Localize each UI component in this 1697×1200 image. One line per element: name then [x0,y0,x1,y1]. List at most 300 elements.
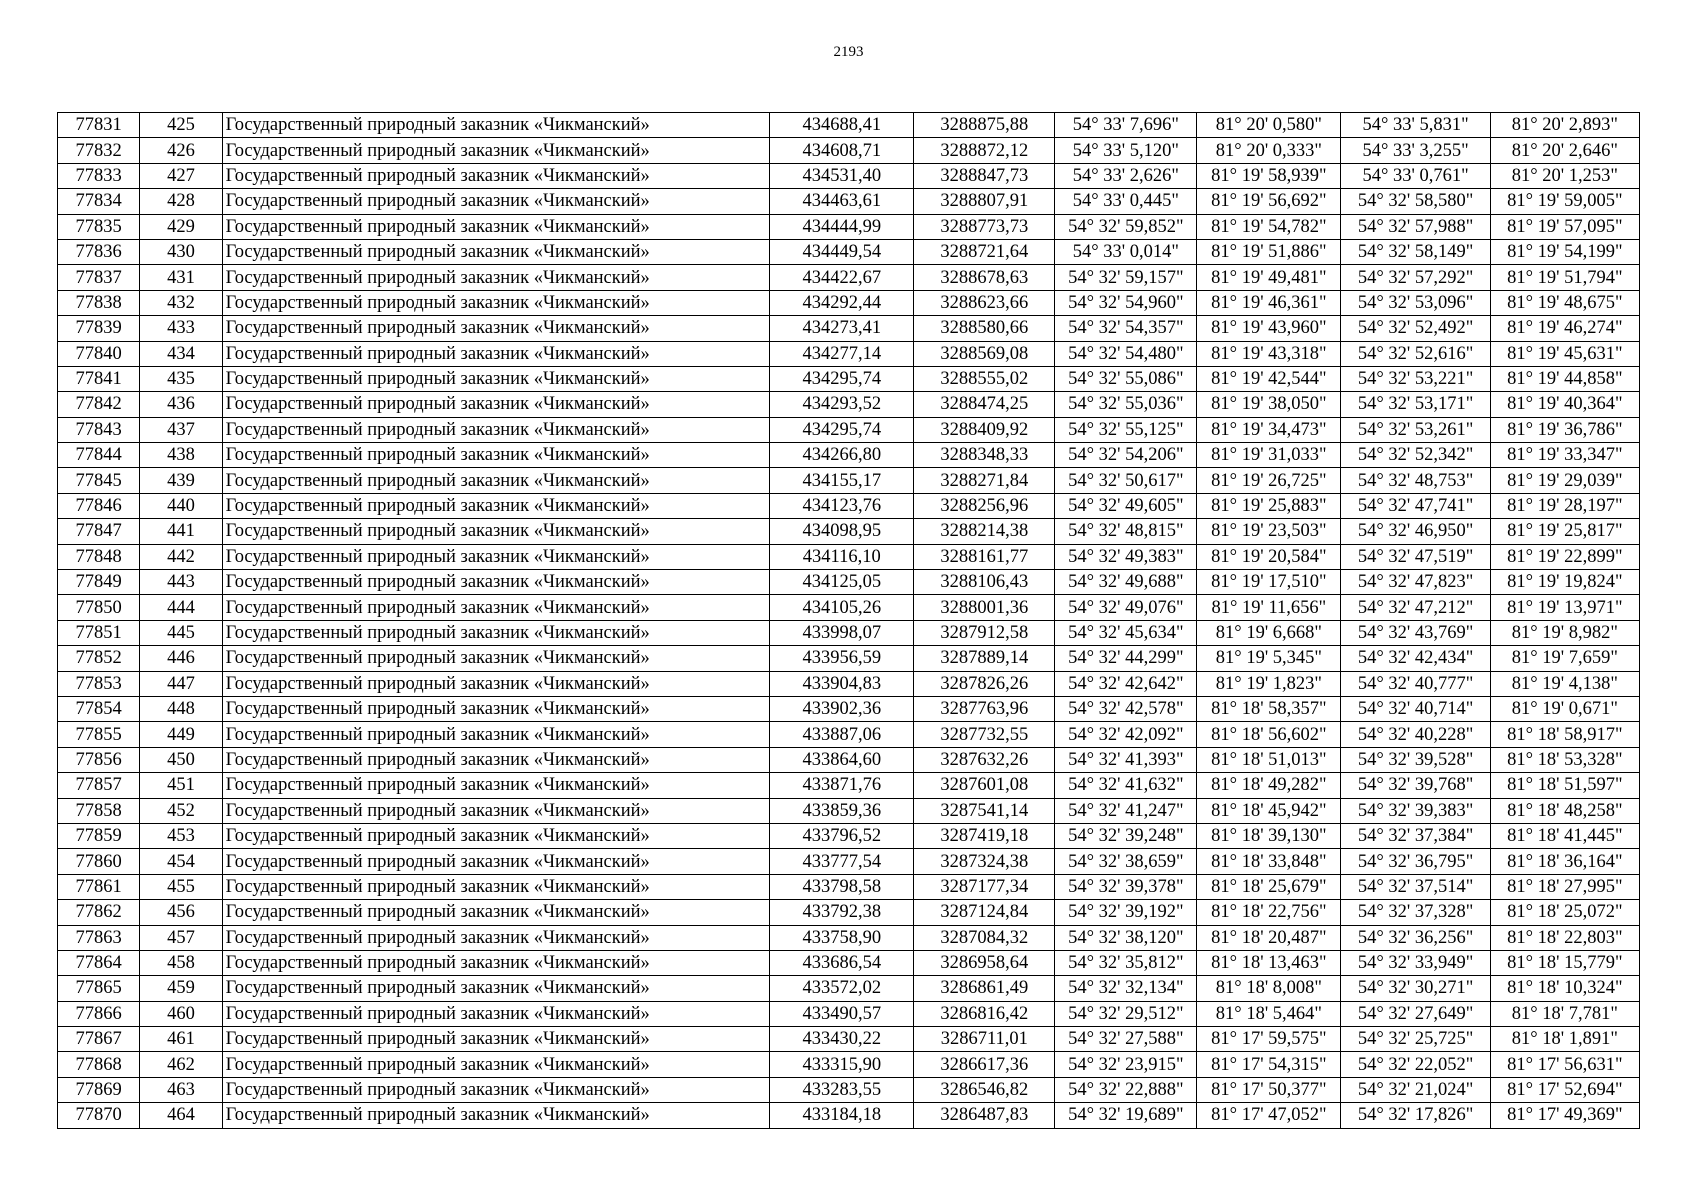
y-coordinate-cell: 3288256,96 [914,493,1055,518]
longitude-1-cell: 81° 18' 5,464" [1197,1001,1341,1026]
x-coordinate-cell: 434688,41 [770,113,914,138]
point-number-cell: 425 [140,113,222,138]
longitude-2-cell: 81° 20' 2,893" [1490,113,1639,138]
table-row [58,138,1640,163]
longitude-1-cell: 81° 17' 54,315" [1197,1052,1341,1077]
latitude-2-cell: 54° 32' 52,492" [1341,316,1490,341]
latitude-1-cell: 54° 32' 27,588" [1055,1027,1197,1052]
table-row [58,265,1640,290]
latitude-1-cell: 54° 32' 39,378" [1055,874,1197,899]
name-cell: Государственный природный заказник «Чикманский» [222,519,770,544]
latitude-1-cell: 54° 32' 41,393" [1055,747,1197,772]
table-row [58,950,1640,975]
table-row [58,696,1640,721]
latitude-1-cell: 54° 32' 54,206" [1055,443,1197,468]
name-cell: Государственный природный заказник «Чикманский» [222,950,770,975]
longitude-2-cell: 81° 19' 25,817" [1490,519,1639,544]
name-cell: Государственный природный заказник «Чикманский» [222,925,770,950]
point-number-cell: 443 [140,570,222,595]
table-row [58,214,1640,239]
x-coordinate-cell: 434463,61 [770,189,914,214]
y-coordinate-cell: 3287632,26 [914,747,1055,772]
table-row [58,113,1640,138]
record-id-cell: 77850 [58,595,140,620]
name-cell: Государственный природный заказник «Чикманский» [222,595,770,620]
name-cell: Государственный природный заказник «Чикманский» [222,874,770,899]
latitude-1-cell: 54° 32' 59,157" [1055,265,1197,290]
latitude-1-cell: 54° 32' 48,815" [1055,519,1197,544]
point-number-cell: 441 [140,519,222,544]
x-coordinate-cell: 433792,38 [770,900,914,925]
x-coordinate-cell: 434449,54 [770,239,914,264]
longitude-2-cell: 81° 19' 51,794" [1490,265,1639,290]
point-number-cell: 445 [140,620,222,645]
longitude-2-cell: 81° 18' 7,781" [1490,1001,1639,1026]
longitude-2-cell: 81° 19' 45,631" [1490,341,1639,366]
latitude-1-cell: 54° 32' 39,248" [1055,823,1197,848]
record-id-cell: 77859 [58,823,140,848]
name-cell: Государственный природный заказник «Чикманский» [222,392,770,417]
x-coordinate-cell: 434295,74 [770,366,914,391]
name-cell: Государственный природный заказник «Чикманский» [222,443,770,468]
x-coordinate-cell: 433777,54 [770,849,914,874]
name-cell: Государственный природный заказник «Чикманский» [222,696,770,721]
point-number-cell: 462 [140,1052,222,1077]
x-coordinate-cell: 434266,80 [770,443,914,468]
name-cell: Государственный природный заказник «Чикманский» [222,341,770,366]
record-id-cell: 77860 [58,849,140,874]
x-coordinate-cell: 433283,55 [770,1077,914,1102]
table-row [58,620,1640,645]
longitude-2-cell: 81° 18' 22,803" [1490,925,1639,950]
longitude-2-cell: 81° 18' 36,164" [1490,849,1639,874]
name-cell: Государственный природный заказник «Чикманский» [222,113,770,138]
record-id-cell: 77839 [58,316,140,341]
y-coordinate-cell: 3288678,63 [914,265,1055,290]
longitude-1-cell: 81° 19' 43,960" [1197,316,1341,341]
table-row [58,595,1640,620]
longitude-1-cell: 81° 18' 51,013" [1197,747,1341,772]
point-number-cell: 457 [140,925,222,950]
record-id-cell: 77838 [58,290,140,315]
y-coordinate-cell: 3288271,84 [914,468,1055,493]
x-coordinate-cell: 434277,14 [770,341,914,366]
table-row [58,747,1640,772]
latitude-2-cell: 54° 32' 39,528" [1341,747,1490,772]
x-coordinate-cell: 433887,06 [770,722,914,747]
longitude-1-cell: 81° 18' 49,282" [1197,773,1341,798]
longitude-1-cell: 81° 18' 13,463" [1197,950,1341,975]
table-row [58,849,1640,874]
point-number-cell: 436 [140,392,222,417]
y-coordinate-cell: 3288721,64 [914,239,1055,264]
record-id-cell: 77846 [58,493,140,518]
x-coordinate-cell: 433998,07 [770,620,914,645]
longitude-1-cell: 81° 18' 39,130" [1197,823,1341,848]
name-cell: Государственный природный заказник «Чикманский» [222,722,770,747]
record-id-cell: 77833 [58,163,140,188]
table-row [58,1103,1640,1128]
table-row [58,443,1640,468]
name-cell: Государственный природный заказник «Чикманский» [222,138,770,163]
y-coordinate-cell: 3287324,38 [914,849,1055,874]
latitude-2-cell: 54° 33' 0,761" [1341,163,1490,188]
x-coordinate-cell: 433871,76 [770,773,914,798]
latitude-1-cell: 54° 32' 54,357" [1055,316,1197,341]
table-body [58,113,1640,1129]
latitude-2-cell: 54° 32' 43,769" [1341,620,1490,645]
table-row [58,189,1640,214]
table-row [58,925,1640,950]
latitude-1-cell: 54° 32' 23,915" [1055,1052,1197,1077]
name-cell: Государственный природный заказник «Чикманский» [222,189,770,214]
latitude-1-cell: 54° 32' 55,125" [1055,417,1197,442]
longitude-1-cell: 81° 17' 50,377" [1197,1077,1341,1102]
latitude-2-cell: 54° 32' 52,616" [1341,341,1490,366]
longitude-1-cell: 81° 18' 8,008" [1197,976,1341,1001]
point-number-cell: 439 [140,468,222,493]
latitude-2-cell: 54° 32' 53,171" [1341,392,1490,417]
y-coordinate-cell: 3287763,96 [914,696,1055,721]
latitude-1-cell: 54° 32' 42,642" [1055,671,1197,696]
longitude-2-cell: 81° 19' 33,347" [1490,443,1639,468]
latitude-2-cell: 54° 32' 58,580" [1341,189,1490,214]
table-row [58,976,1640,1001]
point-number-cell: 426 [140,138,222,163]
y-coordinate-cell: 3287889,14 [914,646,1055,671]
name-cell: Государственный природный заказник «Чикманский» [222,900,770,925]
record-id-cell: 77834 [58,189,140,214]
name-cell: Государственный природный заказник «Чикманский» [222,1077,770,1102]
table-row [58,366,1640,391]
name-cell: Государственный природный заказник «Чикманский» [222,290,770,315]
name-cell: Государственный природный заказник «Чикманский» [222,366,770,391]
longitude-2-cell: 81° 19' 36,786" [1490,417,1639,442]
longitude-1-cell: 81° 19' 43,318" [1197,341,1341,366]
name-cell: Государственный природный заказник «Чикманский» [222,1052,770,1077]
longitude-1-cell: 81° 18' 25,679" [1197,874,1341,899]
longitude-2-cell: 81° 18' 1,891" [1490,1027,1639,1052]
name-cell: Государственный природный заказник «Чикманский» [222,823,770,848]
longitude-1-cell: 81° 19' 38,050" [1197,392,1341,417]
x-coordinate-cell: 433859,36 [770,798,914,823]
x-coordinate-cell: 434155,17 [770,468,914,493]
point-number-cell: 450 [140,747,222,772]
longitude-2-cell: 81° 19' 8,982" [1490,620,1639,645]
latitude-1-cell: 54° 33' 0,445" [1055,189,1197,214]
latitude-1-cell: 54° 32' 41,632" [1055,773,1197,798]
latitude-2-cell: 54° 32' 58,149" [1341,239,1490,264]
y-coordinate-cell: 3287912,58 [914,620,1055,645]
x-coordinate-cell: 434444,99 [770,214,914,239]
latitude-1-cell: 54° 32' 19,689" [1055,1103,1197,1128]
point-number-cell: 455 [140,874,222,899]
record-id-cell: 77832 [58,138,140,163]
longitude-2-cell: 81° 19' 59,005" [1490,189,1639,214]
y-coordinate-cell: 3287124,84 [914,900,1055,925]
point-number-cell: 435 [140,366,222,391]
x-coordinate-cell: 434273,41 [770,316,914,341]
y-coordinate-cell: 3286617,36 [914,1052,1055,1077]
longitude-1-cell: 81° 19' 6,668" [1197,620,1341,645]
y-coordinate-cell: 3288161,77 [914,544,1055,569]
latitude-1-cell: 54° 32' 49,605" [1055,493,1197,518]
name-cell: Государственный природный заказник «Чикманский» [222,620,770,645]
latitude-1-cell: 54° 32' 55,086" [1055,366,1197,391]
table-row [58,163,1640,188]
table-row [58,900,1640,925]
latitude-2-cell: 54° 32' 36,795" [1341,849,1490,874]
y-coordinate-cell: 3288847,73 [914,163,1055,188]
record-id-cell: 77842 [58,392,140,417]
y-coordinate-cell: 3288409,92 [914,417,1055,442]
point-number-cell: 434 [140,341,222,366]
longitude-2-cell: 81° 19' 54,199" [1490,239,1639,264]
latitude-1-cell: 54° 33' 5,120" [1055,138,1197,163]
table-row [58,773,1640,798]
latitude-2-cell: 54° 32' 25,725" [1341,1027,1490,1052]
table-row [58,874,1640,899]
latitude-2-cell: 54° 32' 42,434" [1341,646,1490,671]
latitude-2-cell: 54° 32' 37,514" [1341,874,1490,899]
y-coordinate-cell: 3286958,64 [914,950,1055,975]
point-number-cell: 429 [140,214,222,239]
name-cell: Государственный природный заказник «Чикманский» [222,493,770,518]
x-coordinate-cell: 434105,26 [770,595,914,620]
y-coordinate-cell: 3288569,08 [914,341,1055,366]
y-coordinate-cell: 3288348,33 [914,443,1055,468]
point-number-cell: 461 [140,1027,222,1052]
latitude-1-cell: 54° 32' 29,512" [1055,1001,1197,1026]
x-coordinate-cell: 434293,52 [770,392,914,417]
record-id-cell: 77855 [58,722,140,747]
latitude-2-cell: 54° 32' 30,271" [1341,976,1490,1001]
longitude-1-cell: 81° 19' 11,656" [1197,595,1341,620]
longitude-1-cell: 81° 19' 31,033" [1197,443,1341,468]
record-id-cell: 77851 [58,620,140,645]
latitude-1-cell: 54° 33' 7,696" [1055,113,1197,138]
latitude-1-cell: 54° 32' 42,092" [1055,722,1197,747]
y-coordinate-cell: 3288875,88 [914,113,1055,138]
record-id-cell: 77856 [58,747,140,772]
name-cell: Государственный природный заказник «Чикманский» [222,316,770,341]
x-coordinate-cell: 433796,52 [770,823,914,848]
y-coordinate-cell: 3288001,36 [914,595,1055,620]
latitude-2-cell: 54° 32' 48,753" [1341,468,1490,493]
point-number-cell: 446 [140,646,222,671]
longitude-1-cell: 81° 19' 51,886" [1197,239,1341,264]
latitude-2-cell: 54° 32' 47,823" [1341,570,1490,595]
table-row [58,290,1640,315]
longitude-1-cell: 81° 18' 45,942" [1197,798,1341,823]
latitude-1-cell: 54° 32' 42,578" [1055,696,1197,721]
x-coordinate-cell: 433956,59 [770,646,914,671]
latitude-1-cell: 54° 33' 2,626" [1055,163,1197,188]
point-number-cell: 447 [140,671,222,696]
latitude-1-cell: 54° 32' 45,634" [1055,620,1197,645]
point-number-cell: 464 [140,1103,222,1128]
x-coordinate-cell: 433184,18 [770,1103,914,1128]
longitude-2-cell: 81° 19' 46,274" [1490,316,1639,341]
x-coordinate-cell: 433430,22 [770,1027,914,1052]
point-number-cell: 456 [140,900,222,925]
name-cell: Государственный природный заказник «Чикманский» [222,239,770,264]
latitude-2-cell: 54° 32' 27,649" [1341,1001,1490,1026]
point-number-cell: 449 [140,722,222,747]
record-id-cell: 77869 [58,1077,140,1102]
record-id-cell: 77865 [58,976,140,1001]
latitude-1-cell: 54° 32' 49,383" [1055,544,1197,569]
latitude-2-cell: 54° 32' 53,261" [1341,417,1490,442]
longitude-2-cell: 81° 19' 4,138" [1490,671,1639,696]
table-row [58,519,1640,544]
longitude-1-cell: 81° 19' 34,473" [1197,417,1341,442]
latitude-1-cell: 54° 32' 49,076" [1055,595,1197,620]
table-row [58,798,1640,823]
record-id-cell: 77870 [58,1103,140,1128]
longitude-1-cell: 81° 17' 47,052" [1197,1103,1341,1128]
longitude-2-cell: 81° 18' 15,779" [1490,950,1639,975]
latitude-2-cell: 54° 32' 47,741" [1341,493,1490,518]
latitude-1-cell: 54° 32' 54,480" [1055,341,1197,366]
y-coordinate-cell: 3286816,42 [914,1001,1055,1026]
longitude-2-cell: 81° 19' 28,197" [1490,493,1639,518]
table-row [58,1001,1640,1026]
x-coordinate-cell: 433572,02 [770,976,914,1001]
y-coordinate-cell: 3286711,01 [914,1027,1055,1052]
latitude-1-cell: 54° 32' 39,192" [1055,900,1197,925]
name-cell: Государственный природный заказник «Чикманский» [222,1027,770,1052]
y-coordinate-cell: 3288555,02 [914,366,1055,391]
point-number-cell: 432 [140,290,222,315]
record-id-cell: 77836 [58,239,140,264]
longitude-1-cell: 81° 18' 20,487" [1197,925,1341,950]
longitude-1-cell: 81° 19' 26,725" [1197,468,1341,493]
record-id-cell: 77867 [58,1027,140,1052]
record-id-cell: 77843 [58,417,140,442]
longitude-2-cell: 81° 19' 0,671" [1490,696,1639,721]
record-id-cell: 77841 [58,366,140,391]
point-number-cell: 442 [140,544,222,569]
point-number-cell: 463 [140,1077,222,1102]
name-cell: Государственный природный заказник «Чикманский» [222,646,770,671]
longitude-2-cell: 81° 20' 2,646" [1490,138,1639,163]
y-coordinate-cell: 3288214,38 [914,519,1055,544]
record-id-cell: 77848 [58,544,140,569]
point-number-cell: 453 [140,823,222,848]
latitude-2-cell: 54° 32' 22,052" [1341,1052,1490,1077]
point-number-cell: 460 [140,1001,222,1026]
longitude-1-cell: 81° 19' 49,481" [1197,265,1341,290]
name-cell: Государственный природный заказник «Чикманский» [222,417,770,442]
record-id-cell: 77864 [58,950,140,975]
table-row [58,646,1640,671]
latitude-2-cell: 54° 32' 46,950" [1341,519,1490,544]
point-number-cell: 430 [140,239,222,264]
longitude-1-cell: 81° 19' 1,823" [1197,671,1341,696]
y-coordinate-cell: 3287084,32 [914,925,1055,950]
table-row [58,493,1640,518]
point-number-cell: 440 [140,493,222,518]
y-coordinate-cell: 3288773,73 [914,214,1055,239]
longitude-2-cell: 81° 19' 13,971" [1490,595,1639,620]
longitude-1-cell: 81° 18' 22,756" [1197,900,1341,925]
name-cell: Государственный природный заказник «Чикманский» [222,214,770,239]
longitude-1-cell: 81° 18' 33,848" [1197,849,1341,874]
latitude-2-cell: 54° 33' 5,831" [1341,113,1490,138]
record-id-cell: 77861 [58,874,140,899]
record-id-cell: 77854 [58,696,140,721]
latitude-2-cell: 54° 32' 57,292" [1341,265,1490,290]
longitude-1-cell: 81° 19' 46,361" [1197,290,1341,315]
latitude-2-cell: 54° 32' 40,714" [1341,696,1490,721]
longitude-1-cell: 81° 19' 54,782" [1197,214,1341,239]
y-coordinate-cell: 3288807,91 [914,189,1055,214]
latitude-1-cell: 54° 32' 22,888" [1055,1077,1197,1102]
longitude-2-cell: 81° 18' 53,328" [1490,747,1639,772]
latitude-2-cell: 54° 32' 40,777" [1341,671,1490,696]
y-coordinate-cell: 3287177,34 [914,874,1055,899]
longitude-2-cell: 81° 17' 52,694" [1490,1077,1639,1102]
point-number-cell: 431 [140,265,222,290]
latitude-1-cell: 54° 32' 44,299" [1055,646,1197,671]
y-coordinate-cell: 3286546,82 [914,1077,1055,1102]
latitude-2-cell: 54° 32' 39,768" [1341,773,1490,798]
table-row [58,671,1640,696]
latitude-2-cell: 54° 32' 37,384" [1341,823,1490,848]
record-id-cell: 77831 [58,113,140,138]
y-coordinate-cell: 3287732,55 [914,722,1055,747]
y-coordinate-cell: 3287541,14 [914,798,1055,823]
x-coordinate-cell: 434116,10 [770,544,914,569]
longitude-2-cell: 81° 20' 1,253" [1490,163,1639,188]
y-coordinate-cell: 3287419,18 [914,823,1055,848]
latitude-2-cell: 54° 32' 39,383" [1341,798,1490,823]
latitude-2-cell: 54° 32' 53,221" [1341,366,1490,391]
table-row [58,570,1640,595]
longitude-1-cell: 81° 18' 56,602" [1197,722,1341,747]
longitude-2-cell: 81° 19' 57,095" [1490,214,1639,239]
y-coordinate-cell: 3288474,25 [914,392,1055,417]
y-coordinate-cell: 3287601,08 [914,773,1055,798]
record-id-cell: 77866 [58,1001,140,1026]
table-row [58,823,1640,848]
coordinates-table [57,112,1640,1129]
longitude-1-cell: 81° 19' 25,883" [1197,493,1341,518]
point-number-cell: 428 [140,189,222,214]
latitude-2-cell: 54° 32' 36,256" [1341,925,1490,950]
x-coordinate-cell: 434422,67 [770,265,914,290]
x-coordinate-cell: 433315,90 [770,1052,914,1077]
name-cell: Государственный природный заказник «Чикманский» [222,265,770,290]
name-cell: Государственный природный заказник «Чикманский» [222,747,770,772]
latitude-1-cell: 54° 32' 38,659" [1055,849,1197,874]
latitude-2-cell: 54° 32' 52,342" [1341,443,1490,468]
x-coordinate-cell: 434125,05 [770,570,914,595]
latitude-2-cell: 54° 33' 3,255" [1341,138,1490,163]
x-coordinate-cell: 434531,40 [770,163,914,188]
table-row [58,1027,1640,1052]
y-coordinate-cell: 3286861,49 [914,976,1055,1001]
latitude-2-cell: 54° 32' 53,096" [1341,290,1490,315]
x-coordinate-cell: 433758,90 [770,925,914,950]
x-coordinate-cell: 434295,74 [770,417,914,442]
table-row [58,417,1640,442]
latitude-1-cell: 54° 32' 35,812" [1055,950,1197,975]
point-number-cell: 437 [140,417,222,442]
point-number-cell: 458 [140,950,222,975]
latitude-1-cell: 54° 32' 55,036" [1055,392,1197,417]
